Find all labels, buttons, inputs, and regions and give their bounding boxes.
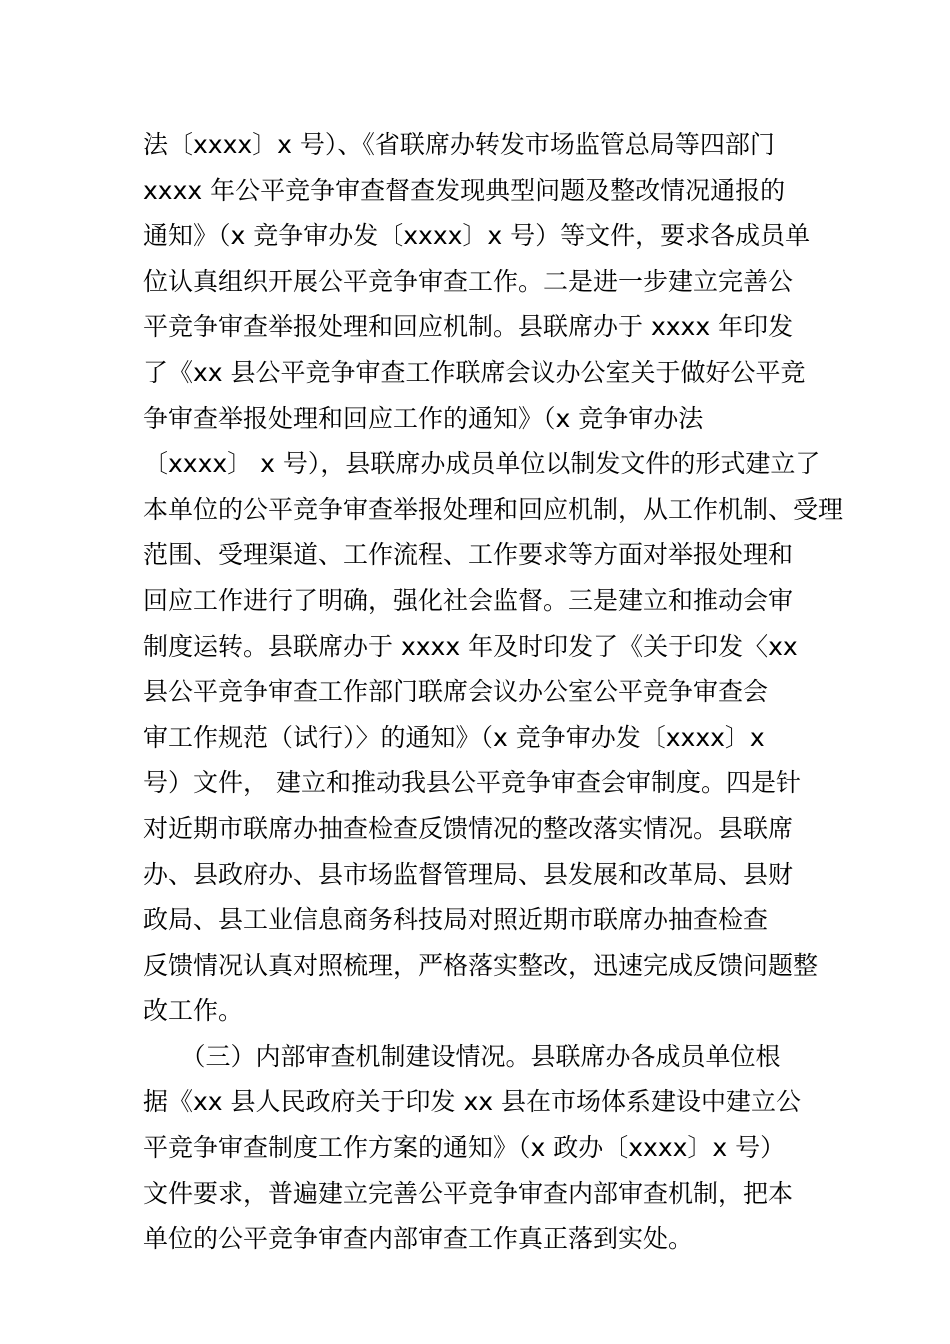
text-line: 通知》（x 竞争审办发〔xxxx〕x 号）等文件，要求各成员单 <box>143 221 811 251</box>
text-line: 对近期市联席办抽查检查反馈情况的整改落实情况。县联席 <box>143 813 794 843</box>
text-line: 争审查举报处理和回应工作的通知》（x 竞争审办法 <box>143 403 704 433</box>
text-line: 法〔xxxx〕x 号）、《省联席办转发市场监管总局等四部门 <box>143 130 775 159</box>
text-line: 文件要求，普遍建立完善公平竞争审查内部审查机制，把本 <box>143 1178 794 1208</box>
text-line: 县公平竞争审查工作部门联席会议办公室公平竞争审查会 <box>143 677 769 707</box>
text-line: 平竞争审查举报处理和回应机制。县联席办于 xxxx 年印发 <box>143 312 794 342</box>
text-line: xxxx 年公平竞争审查督查发现典型问题及整改情况通报的 <box>143 175 786 205</box>
section-heading-line: （三）内部审查机制建设情况。县联席办各成员单位根 <box>143 1041 781 1071</box>
text-line: 反馈情况认真对照梳理，严格落实整改，迅速完成反馈问题整 <box>143 950 819 980</box>
text-line: 本单位的公平竞争审查举报处理和回应机制，从工作机制、受理 <box>143 494 844 524</box>
text-line: 了《xx 县公平竞争审查工作联席会议办公室关于做好公平竞 <box>143 357 806 387</box>
text-line: 审工作规范（试行）〉的通知》（x 竞争审办发〔xxxx〕x <box>143 722 765 752</box>
body-text <box>143 122 844 1262</box>
text-line: 据《xx 县人民政府关于印发 xx 县在市场体系建设中建立公 <box>143 1087 802 1117</box>
text-line: 政局、县工业信息商务科技局对照近期市联席办抽查检查 <box>143 905 769 935</box>
text-line: 改工作。 <box>143 996 244 1026</box>
text-line: 制度运转。县联席办于 xxxx 年及时印发了《关于印发〈xx <box>143 631 798 661</box>
text-line: 〔xxxx〕 x 号），县联席办成员单位以制发文件的形式建立了 <box>143 449 821 479</box>
text-line: 位认真组织开展公平竞争审查工作。二是进一步建立完善公 <box>143 266 794 296</box>
text-line: 回应工作进行了明确，强化社会监督。三是建立和推动会审 <box>143 585 794 615</box>
text-line: 范围、受理渠道、工作流程、工作要求等方面对举报处理和 <box>143 540 794 570</box>
text-line: 平竞争审查制度工作方案的通知》（x 政办〔xxxx〕x 号） <box>143 1133 786 1163</box>
text-line: 办、县政府办、县市场监督管理局、县发展和改革局、县财 <box>143 859 794 889</box>
text-line: 号）文件， 建立和推动我县公平竞争审查会审制度。四是针 <box>143 768 801 798</box>
text-line: 单位的公平竞争审查内部审查工作真正落到实处。 <box>143 1224 694 1254</box>
